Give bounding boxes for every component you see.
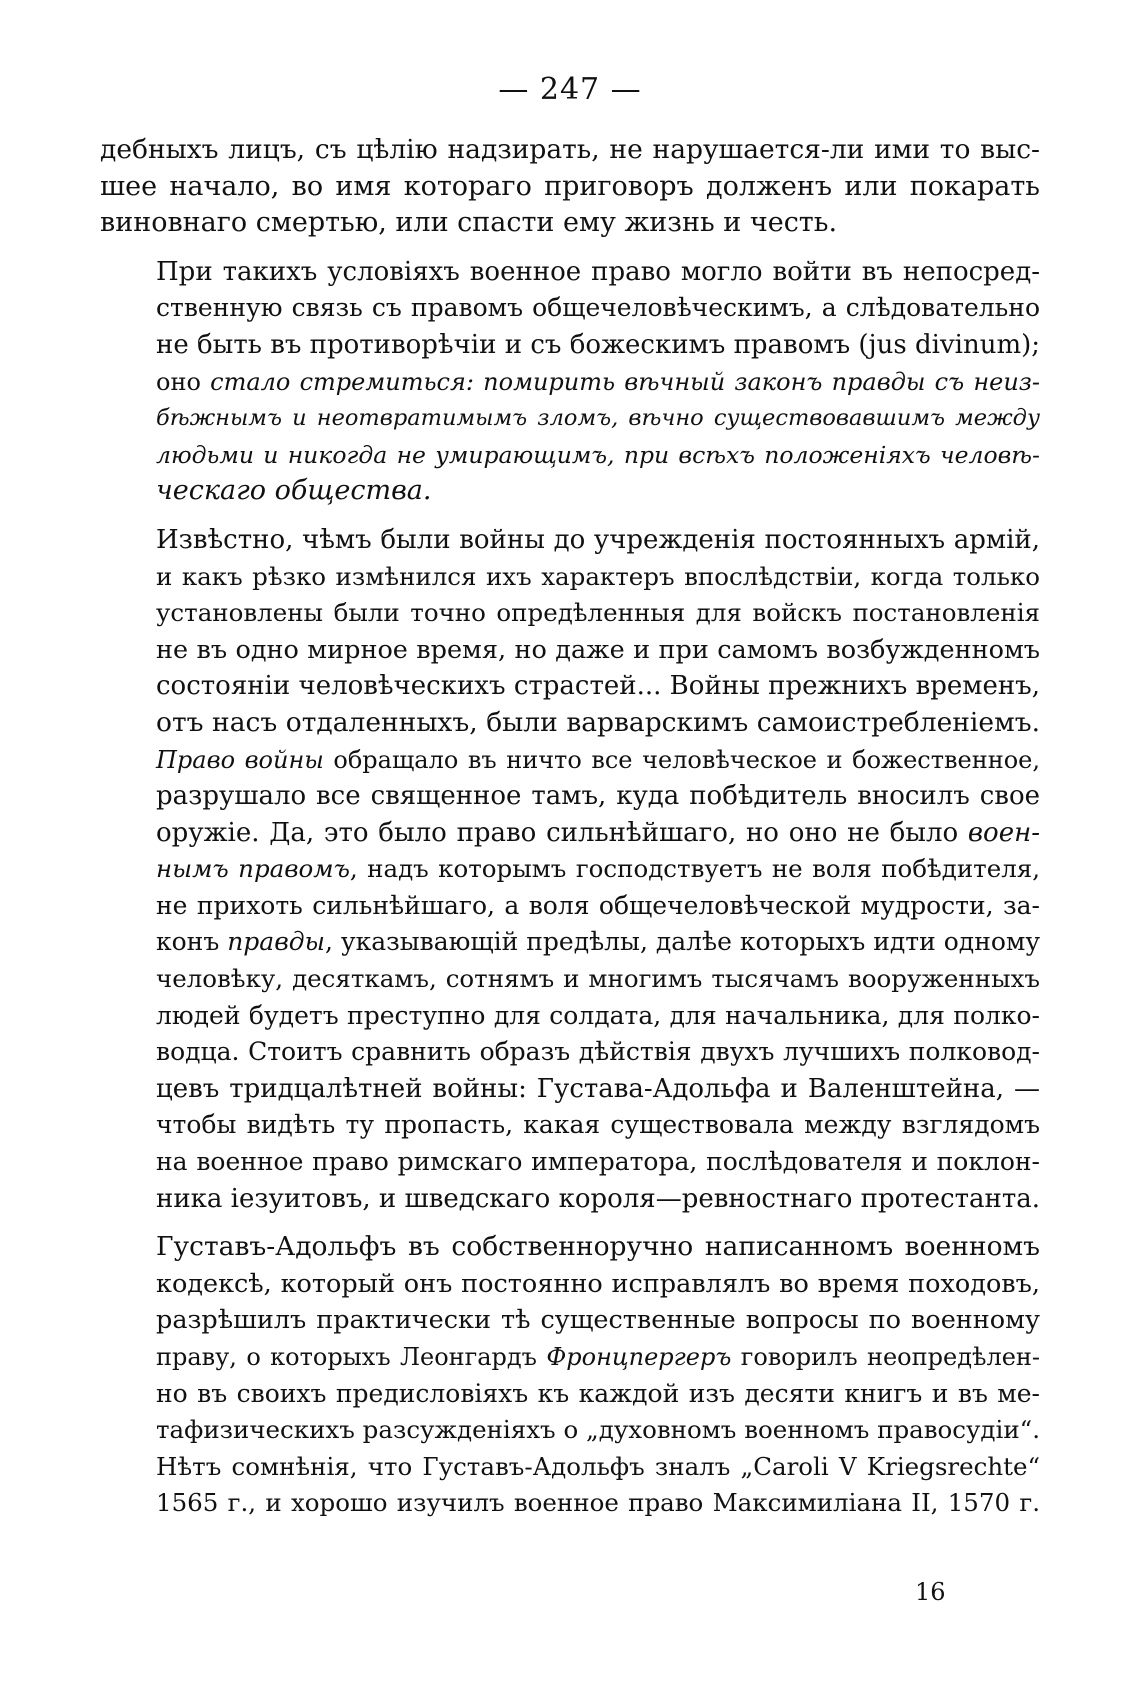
text-run: оружіе. Да, это было право сильнѣйшаго, но оно не было: [156, 817, 968, 848]
text-line: не въ одно мирное время, но даже и при самомъ возбужденномъ: [156, 634, 1040, 665]
text-line: но въ своихъ предисловіяхъ къ каждой изъ десяти книгъ и въ ме-: [156, 1378, 1040, 1408]
italic-run: стало стремиться: помирить вѣчный законъ правды съ неиз-: [210, 367, 1040, 396]
signature-mark: 16: [915, 1578, 946, 1606]
paragraph-4: [100, 1229, 1040, 1522]
italic-line: бѣжнымъ и неотвратимымъ зломъ, вѣчно существовавшимъ между: [156, 405, 1040, 432]
text-line: человѣку, десяткамъ, сотнямъ и многимъ тысячамъ вооруженныхъ: [156, 964, 1040, 994]
text-line: не быть въ противорѣчіи и съ божескимъ правомъ (jus divinum);: [156, 329, 1040, 360]
text-line: не прихоть сильнѣйшаго, а воля общечеловѣческой мудрости, за-: [156, 890, 1040, 920]
text-line: цевъ тридцалѣтней войны: Густава-Адольфа и Валенштейна, —: [156, 1073, 1040, 1104]
text-run: обращало въ ничто все человѣческое и божественное,: [323, 745, 1040, 774]
text-line: [100, 1339, 1040, 1376]
text-run: конъ: [156, 927, 228, 957]
text-line: разрушало все священное тамъ, куда побѣдитель вносилъ свое: [156, 781, 1040, 812]
text-run: говорилъ неопредѣлен-: [731, 1343, 1041, 1371]
text-line: ника іезуитовъ, и шведскаго короля—ревностнаго протестанта.: [156, 1183, 1040, 1214]
text-line: чтобы видѣть ту пропасть, какая существовала между взглядомъ: [156, 1110, 1040, 1140]
body-text: [100, 132, 1040, 1534]
text-line: людей будетъ преступно для солдата, для начальника, для полко-: [156, 1000, 1040, 1030]
text-line: [100, 742, 1040, 779]
paragraph-2: [100, 254, 1040, 510]
text-line: [100, 924, 1040, 961]
text-line: на военное право римскаго императора, послѣдователя и поклон-: [156, 1147, 1040, 1177]
italic-line: людьми и никогда не умирающимъ, при всѣхъ положеніяхъ человѣ-: [156, 440, 1040, 469]
text-line: установлены были точно опредѣленныя для войскъ постановленія: [156, 598, 1040, 628]
italic-run: Фронцпергеръ: [546, 1343, 732, 1371]
text-line: Нѣтъ сомнѣнія, что Густавъ-Адольфъ зналъ „Caroli V Kriegsrechte“: [156, 1451, 1040, 1481]
text-run: оно: [156, 367, 211, 396]
paragraph-3: [100, 522, 1040, 1217]
italic-run: воен-: [967, 817, 1040, 848]
page-number: — 247 —: [498, 72, 642, 107]
text-line: шее начало, во имя котораго приговоръ долженъ или покарать: [100, 170, 1040, 202]
text-line: [100, 851, 1040, 888]
text-line: разрѣшилъ практически тѣ существенные вопросы по военному: [156, 1305, 1040, 1336]
text-line: [100, 364, 1040, 401]
text-run: , указывающій предѣлы, далѣе которыхъ идти одному: [324, 927, 1041, 957]
text-line: отъ насъ отдаленныхъ, были варварскимъ самоистребленіемъ.: [156, 706, 1040, 738]
text-line: тафизическихъ разсужденіяхъ о „духовномъ военномъ правосудіи“.: [156, 1415, 1040, 1445]
italic-run: правды: [227, 927, 325, 957]
text-line: Густавъ-Адольфъ въ собственноручно написанномъ военномъ: [156, 1231, 1040, 1263]
italic-run: Право войны: [156, 745, 324, 774]
text-line: 1565 г., и хорошо изучилъ военное право Максимиліана II, 1570 г.: [156, 1488, 1040, 1518]
text-line: дебныхъ лицъ, съ цѣлію надзирать, не нарушается-ли ими то выс-: [100, 134, 1040, 165]
text-line: виновнаго смертью, или спасти ему жизнь и честь.: [100, 207, 838, 239]
italic-run: нымъ правомъ: [156, 854, 350, 884]
text-line: [100, 815, 1040, 852]
text-line: При такихъ условіяхъ военное право могло войти въ непосред-: [156, 256, 1040, 287]
italic-line: ческаго общества.: [156, 475, 432, 507]
text-line: ственную связь съ правомъ общечеловѣческимъ, а слѣдовательно: [156, 293, 1040, 323]
text-line: состояніи человѣческихъ страстей... Войны прежнихъ временъ,: [156, 671, 1040, 702]
paragraph-1: [100, 132, 1040, 242]
text-line: кодексѣ, который онъ постоянно исправлялъ во время походовъ,: [156, 1268, 1040, 1299]
text-line: и какъ рѣзко измѣнился ихъ характеръ впослѣдствіи, когда только: [156, 561, 1040, 591]
text-run: , надъ которымъ господствуетъ не воля побѣдителя,: [349, 854, 1041, 884]
text-line: водца. Стоитъ сравнить образъ дѣйствія двухъ лучшихъ полковод-: [156, 1037, 1040, 1067]
text-run: праву, о которыхъ Леонгардъ: [156, 1343, 547, 1371]
text-line: Извѣстно, чѣмъ были войны до учрежденія постоянныхъ армій,: [156, 524, 1040, 555]
